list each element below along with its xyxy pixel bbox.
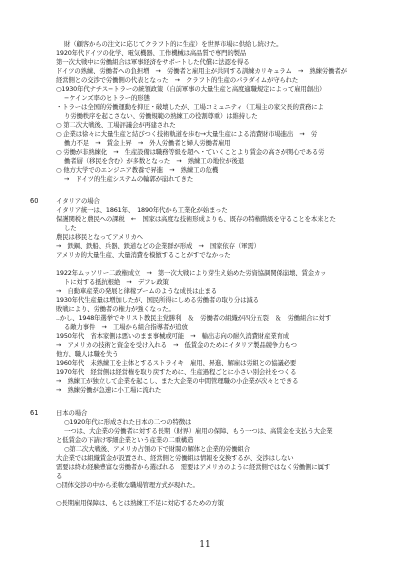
text-line: 1970年代 経営側は経営権を取り戻すために、生産過程ごとに小さい別会社をつくる: [56, 368, 297, 376]
text-line: 一つは、大企業の労働者に対する長期（財界）雇用の保障、もう一つは、高賃金を支払う大企業: [64, 427, 333, 435]
text-line: → 自動車産業の発展と律稼ブームのような成長は止まる: [56, 287, 218, 295]
text-line: ○第二次大戦後、アメリカ占領の下で財閥の解体と企業的労働組合: [64, 445, 250, 453]
text-line: イタリア統一は、1861年、 1890年代から工業化が始まった: [56, 206, 228, 214]
text-line: 1922年ムッソリー二政権成立 → 第一次大戦により芽生え始めた労資協調関係崩壊、賃金カッ: [56, 269, 327, 277]
text-line: 農民は移民となってアメリカへ: [56, 233, 143, 241]
text-line: ○1920年代に形成された日本の二つの特徴は: [64, 418, 192, 426]
text-line: 需要は終わ経験豊富な労働者から選ばれる 需要はアメリカのように経営側ではなく労働側に属す: [56, 463, 331, 471]
text-line: した: [64, 224, 77, 232]
section-number: 60: [30, 197, 39, 205]
text-line: 保護関税と農民への課税 ← 国家は高度な技術形成よりも、既存の特権階級を守ることを本来とた: [56, 215, 336, 223]
text-line: 敗戦により、労働者の権力が強くなった。: [56, 305, 175, 313]
text-line: り労働秩序を起こさない、労働規範の熟練工の役割尊重）は維持した: [64, 112, 258, 120]
text-line: ○ 労働が非熟練化 → 生産設備は職務等級を超へ・ていくことより賃金の高さが関心である労: [56, 148, 325, 156]
text-line: → 熟練労働が急速に小工場に流れた: [56, 386, 162, 394]
text-line: と低賃金の下請け零細企業という産業の二重構造: [56, 436, 194, 444]
section-heading: イタリアの場合: [56, 197, 100, 205]
text-line: 経営側との交渉で労働側の代表となった → クラフト的生産のパラダイムが守られた: [56, 76, 299, 84]
text-line: ○ 企業は徐々に大量生産と結びつく技術軌道を歩む→大量生産による消費財市場進出 → 労: [56, 130, 318, 138]
text-line: ..かし、1948年選挙でキリスト教民主党勝利 ＆ 労働者の組織が四分五裂 ＆ 労働組合に対す: [56, 314, 332, 322]
text-line: −ケインズ率のヒトラー的形態: [64, 94, 150, 102]
text-line: 1930年代生産量は増加したが、国民所得にしめる労働者の取り分は減る: [56, 296, 259, 304]
text-line: 1950年代 省本家側は悪いのまま事械或可能 → 輸出志向の耐久消費財産業育成: [56, 332, 290, 340]
text-line: 他方、職人は職を失う: [56, 350, 119, 358]
text-line: ・トラーは全国的労働運動を抑圧・破壊したが、工場コミュニティ（工場主の家父長的責務によ: [56, 103, 324, 111]
text-line: トに対する抵抗根絶 → デフレ政策: [64, 278, 169, 286]
text-line: 1960年代 未熟練工を主体とするストライキ 雇用、昇進、解雇は労組との協議必要: [56, 359, 297, 367]
text-line: 1920年代ドイツの化学、電気機器、工作機械は高品質で専門的製品: [56, 49, 247, 57]
text-line: ○ 他方大学でのエンジニア教養で昇進 → 熟練工の危機: [56, 166, 219, 174]
text-line: ドイツの熟練、労働者への負担増 → 労働者と雇用主が共同する訓練カリキュラム → 熟練労働者が: [56, 67, 347, 75]
text-line: → 熟練工が独立して企業を起こし、また大企業の中間管理職の小企業が次々とできる: [56, 377, 299, 385]
text-line: → アメリカの技術と資金を受け入れる → 低賃金のためにイタリア製品競争力もつ: [56, 341, 297, 349]
section-number: 61: [30, 409, 39, 417]
text-line: アメリカ的大量生産、大量消費を模倣することがすでなかった: [56, 251, 231, 259]
text-line: ○ 第二次大戦後、工場評議会が再建された: [56, 121, 176, 129]
text-line: → ドイツ的生産システムの輪郭が崩れてきた: [64, 175, 194, 183]
text-line: 働力不足 → 賃金上昇 → 外人労働者と婦人労働者雇用: [64, 139, 231, 147]
text-line: ○1930年代ナチス−トラーの統領政策（自前軍事の大量生産と高度適職規定によって雇用創出）: [56, 85, 326, 93]
text-line: → 鉄鋼、鉄船、兵器、鉄道などの企業群が形成 → 国家依存（軍需）: [56, 242, 260, 250]
text-line: 大企業では組織賃金が設置され、経営側と労働組は情報を交換するが、交渉はしない: [56, 454, 294, 462]
text-line: ○長期雇用保障は、もとは熟練工不足に対応するための方策: [56, 499, 224, 507]
text-line: ○団体交渉の中から柔軟な職場管理方式が現れた。: [56, 481, 199, 489]
text-line: 財（顧客からの注文に応じてクラフト的に生産）を世界市場に供給し続けた。: [64, 40, 283, 48]
text-line: 働者層（移民を含む）が多数となった → 熟練工の地位が後退: [64, 157, 244, 165]
text-line: 第一次大戦中に労働組合は軍事経済をサポートした代償に法認を得る: [56, 58, 250, 66]
text-line: る敵力事件 → 工場から組合指導者が追放: [64, 323, 188, 331]
section-heading: 日本の場合: [56, 409, 88, 417]
page-number: 11: [199, 540, 211, 550]
text-line: る: [56, 472, 63, 480]
